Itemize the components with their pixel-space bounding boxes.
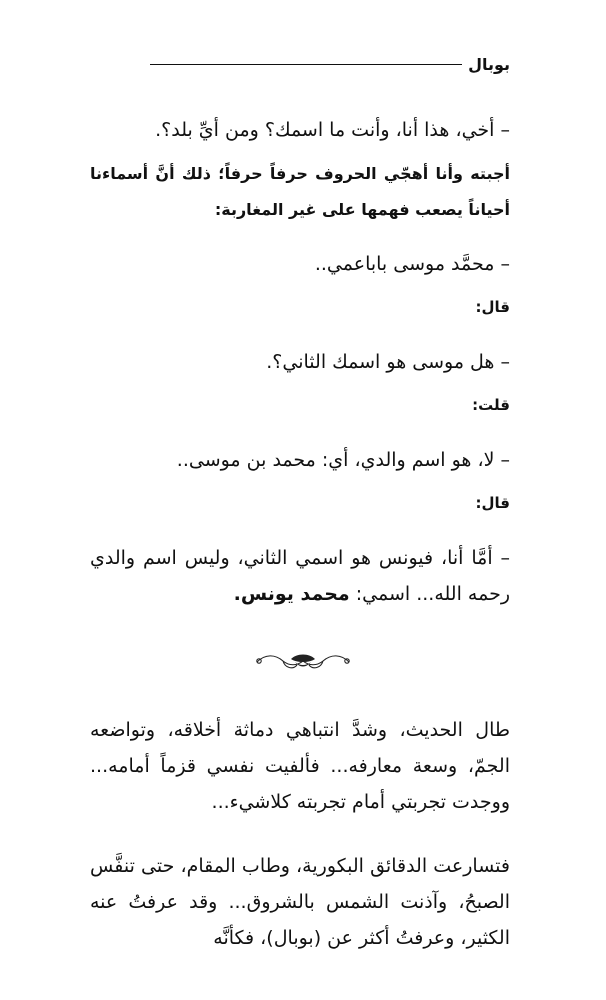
name-emphasis: محمد يونس. — [233, 583, 350, 605]
narration-paragraph-3: فتسارعت الدقائق البكورية، وطاب المقام، حتى تنفَّس الصبحُ، وآذنت الشمس بالشروق... وقد عرفتُ عنه الكثير، وعرفتُ أكثر عن (بوبال)، فكأنَّه — [90, 855, 510, 949]
dialogue-line-5-text: – أمَّا أنا، فيونس هو اسمي الثاني، وليس اسم والدي رحمه الله... اسمي: — [90, 547, 510, 605]
dialogue-line-1: – أخي، هذا أنا، وأنت ما اسمك؟ ومن أيِّ بلد؟. — [155, 119, 510, 141]
dialogue-line-5 — [90, 540, 510, 612]
dialogue-line-4: – لا، هو اسم والدي، أي: محمد بن موسى.. — [176, 449, 510, 471]
running-header — [150, 52, 510, 76]
narration-paragraph-1: أجبته وأنا أهجّي الحروف حرفاً حرفاً؛ ذلك أنَّ أسماءنا أحياناً يصعب فهمها على غير المغاربة: — [90, 164, 510, 219]
narration-paragraph-2: طال الحديث، وشدَّ انتباهي دماثة أخلاقه، وتواضعه الجمّ، وسعة معارفه... فألفيت نفسي قزماً أمامه... ووجدت تجربتي أمام تجربته كلاشيء... — [90, 719, 510, 813]
header-title: بوبال — [468, 54, 510, 74]
speaker-label-3: قال: — [475, 494, 510, 512]
speaker-label-2: قلت: — [472, 396, 510, 414]
floral-divider-icon — [253, 648, 353, 674]
dialogue-line-3: – هل موسى هو اسمك الثاني؟. — [266, 351, 510, 373]
speaker-label-1: قال: — [475, 298, 510, 316]
header-rule — [150, 64, 462, 65]
dialogue-line-2: – محمَّد موسى باباعمي.. — [314, 253, 510, 275]
